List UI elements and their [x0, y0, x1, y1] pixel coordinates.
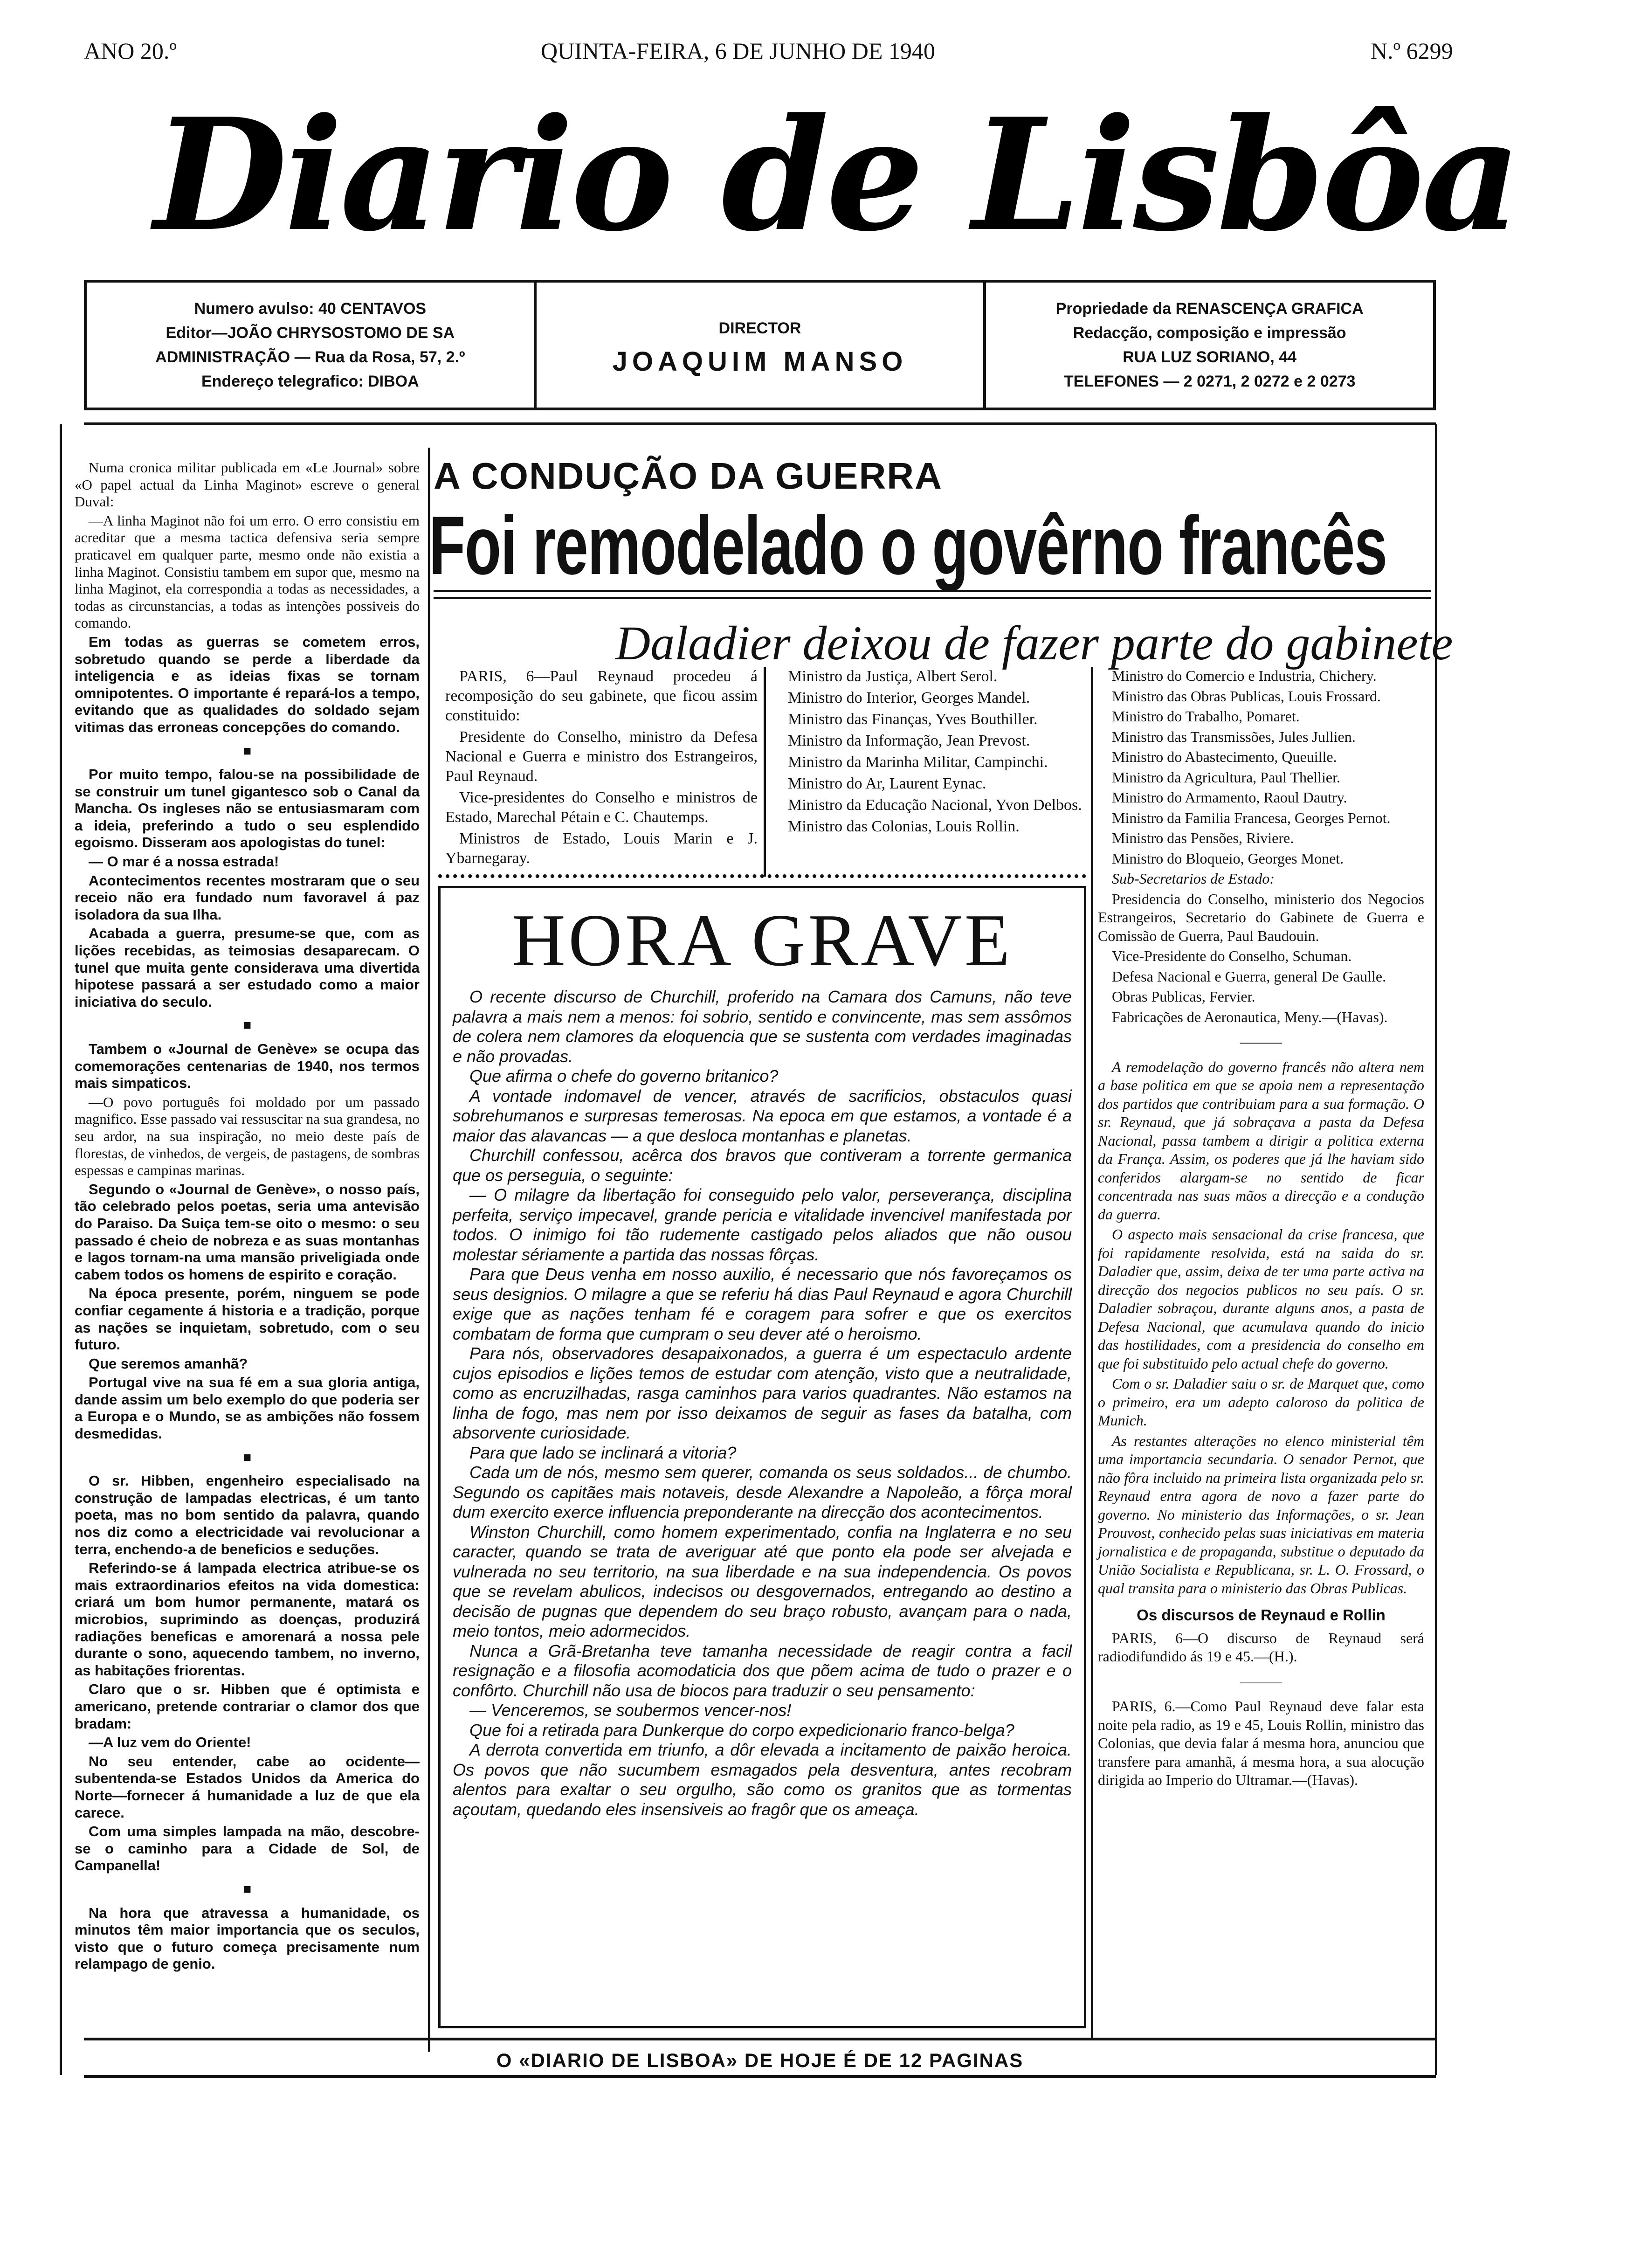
separator-ornament: ■	[242, 743, 252, 759]
minister-entry: Ministro das Colonias, Louis Rollin.	[788, 818, 1020, 835]
hora-grave-paragraph: Para que lado se inclinará a vitoria?	[469, 1443, 737, 1462]
short-rule: ———	[1240, 1034, 1282, 1050]
minister-entry: Ministro da Familia Francesa, Georges Pernot.	[1112, 809, 1391, 826]
hora-grave-paragraph: Que afirma o chefe do governo britanico?	[469, 1066, 779, 1086]
left-paragraph: Na época presente, porém, ninguem se pode confiar cegamente á historia e a tradição, porque as nações se inquietam, sobretudo, com o seu futuro.	[75, 1285, 420, 1353]
analysis-paragraph: A remodelação do governo francês não altera nem a base politica em que se apoia nem a representação dos partidos que contribuiam para a sua formação. O sr. Reynaud, que já sobraçava a pasta da Defesa Nacional, passa tambem a dirigir a politica externa da França. Assim, os poderes que já lhe haviam sido conferidos alargam-se no sentido de ficar concentrada nas suas mãos a direcção e a condução da guerra.	[1098, 1058, 1424, 1223]
hora-grave-box	[438, 886, 1086, 2028]
minister-entry: Vice-Presidente do Conselho, Schuman.	[1112, 947, 1352, 964]
left-paragraph: —A linha Maginot não foi um erro. O erro consistiu em acreditar que a mesma tactica defensiva seria sempre praticavel em qualquer parte, mesmo onde não existia a linha Maginot. Consistiu tambem em supor que, mesmo na linha Maginot, ela correspondia a todas as necessidades, a todas as circunstancias, a todas as intenções possiveis do comando.	[75, 512, 420, 631]
left-paragraph: No seu entender, cabe ao ocidente—subentenda-se Estados Unidos da America do Norte—fornecer á humanidade a luz de que ela carece.	[75, 1753, 420, 1821]
minister-entry: Ministro da Justiça, Albert Serol.	[788, 668, 998, 685]
subheadline: Daladier deixou de fazer parte do gabinete	[615, 616, 1453, 670]
minister-entry: Presidente do Conselho, ministro da Defesa Nacional e Guerra e ministro dos Estrangeiros, Paul Reynaud.	[445, 728, 758, 785]
discursos-paragraph: PARIS, 6.—Como Paul Reynaud deve falar esta noite pela radio, as 19 e 45, Louis Rollin, ministro das Colonias, que devia falar á mesma hora, anunciou que transfere para amanhã, á mesma hora, a sua alocução dirigida ao Imperio do Ultramar.—(Havas).	[1098, 1698, 1424, 1788]
minister-entry: Ministro do Abastecimento, Queuille.	[1112, 748, 1337, 765]
kicker: A CONDUÇÃO DA GUERRA	[434, 455, 943, 497]
hora-grave-paragraph: Para nós, observadores desapaixonados, a guerra é um espectaculo ardente cujos episodios e lições temos de estudar com atenção, visto que a neutralidade, como as encruzilhadas, rasga caminhos para varios quadrantes. Não estamos na linha de fogo, mas nem por isso deixamos de seguir as fases da batalha, com absorvente curiosidade.	[453, 1344, 1072, 1442]
info-phones: TELEFONES — 2 0271, 2 0272 e 2 0273	[1063, 373, 1356, 390]
hora-grave-paragraph: Cada um de nós, mesmo sem querer, comanda os seus soldados... de chumbo. Segundo os capitães mais notaveis, desde Alexandre a Napoleão, a fôrça moral dum exercito exerce influencia preponderante na direcção dos acontecimentos.	[453, 1463, 1072, 1521]
headline-rule	[434, 590, 1431, 592]
separator-ornament: ■	[242, 1881, 252, 1897]
bottom-divider	[84, 2038, 1436, 2040]
minister-entry: Ministro do Bloqueio, Georges Monet.	[1112, 850, 1344, 867]
left-paragraph: Acabada a guerra, presume-se que, com as lições recebidas, as teimosias desaparecam. O tunel que muita gente considerava uma divertida hipotese passará a ser estudado como a maior iniciativa do seculo.	[75, 925, 420, 1010]
left-paragraph: — O mar é a nossa estrada!	[89, 853, 279, 870]
separator-ornament: ■	[242, 1017, 252, 1033]
left-paragraph: —A luz vem do Oriente!	[89, 1734, 251, 1751]
analysis-paragraph: O aspecto mais sensacional da crise francesa, que foi rapidamente resolvida, está na saida do sr. Daladier que, assim, deixa de ter uma parte activa na direcção dos negocios publicos no seu país. O sr. Daladier sobraçou, durante alguns anos, a pasta de Defesa Nacional, que acumulava quando do inicio das hostilidades, com a presidencia do conselho em que foi substituido pelo actual chefe do governo.	[1098, 1226, 1424, 1372]
analysis-paragraph: Com o sr. Daladier saiu o sr. de Marquet que, como o primeiro, era um adepto caloroso da politica de Munich.	[1098, 1375, 1424, 1429]
left-paragraph: Segundo o «Journal de Genève», o nosso país, tão celebrado pelos poetas, seria uma antevisão do Paraiso. Da Suiça tem-se oito o mesmo: o seu passado é cheio de nobreza e as suas montanhas e lagos tornam-na uma mansão priveligiada onde cabem todos os homens de espirito e coração.	[75, 1181, 420, 1283]
minister-entry: Ministro do Armamento, Raoul Dautry.	[1112, 789, 1347, 806]
left-paragraph: Numa cronica militar publicada em «Le Journal» sobre «O papel actual da Linha Maginot» escreve o general Duval:	[75, 459, 420, 510]
short-rule: ———	[1240, 1673, 1282, 1689]
left-paragraph: Tambem o «Journal de Genève» se ocupa das comemorações centenarias de 1940, nos termos mais simpaticos.	[75, 1041, 420, 1092]
column-rule	[428, 448, 430, 2052]
minister-entry: Ministro da Marinha Militar, Campinchi.	[788, 754, 1048, 771]
minister-entry: Ministro do Comercio e Industria, Chichery.	[1112, 667, 1377, 684]
left-paragraph: Na hora que atravessa a humanidade, os minutos têm maior importancia que os seculos, visto que o futuro começa precisamente num relampago de genio.	[75, 1904, 420, 1972]
year-label: ANO 20.º	[84, 38, 177, 64]
discursos-heading: Os discursos de Reynaud e Rollin	[1137, 1606, 1386, 1624]
hora-grave-paragraph: Winston Churchill, como homem experimentado, confia na Inglaterra e no seu caracter, quando se trata de averiguar até que ponto ela pode ser alvejada e vulnerada no seu territorio, na sua liberdade e na sua independencia. Os povos que se revelam abulicos, indecisos ou desgovernados, entregando ao destino a decisão de pugnas que dependem do seu braço robusto, avançam para o nada, meio tontos, meio adormecidos.	[453, 1522, 1072, 1640]
hora-grave-paragraph: — O milagre da libertação foi conseguido pelo valor, perseverança, disciplina perfeita, serviço impecavel, grande pericia e vitalidade invencivel manifestada por todos. O inimigo foi tão rudemente castigado pelos aliados que não ousou molestar sériamente a partida das nossas fôrças.	[453, 1185, 1072, 1264]
info-address: RUA LUZ SORIANO, 44	[1123, 348, 1297, 366]
left-paragraph: Com uma simples lampada na mão, descobre-se o caminho para a Cidade de Sol, de Campanella!	[75, 1823, 420, 1874]
hora-grave-paragraph: Churchill confessou, acêrca dos bravos que contiveram a torrente germanica que os perseguia, o seguinte:	[453, 1146, 1072, 1185]
director-label: DIRECTOR	[718, 319, 801, 337]
ministers-column-2	[774, 667, 1084, 838]
ministers-column-1	[445, 667, 758, 870]
minister-entry: Ministros de Estado, Louis Marin e J. Ybarnegaray.	[445, 830, 758, 867]
minister-entry: Ministro das Transmissões, Jules Jullien.	[1112, 728, 1356, 745]
ministers-column-3	[1098, 667, 1424, 1791]
minister-entry: Fabricações de Aeronautica, Meny.—(Havas).	[1112, 1008, 1388, 1025]
main-headline: Foi remodelado o govêrno francês	[429, 499, 1387, 592]
masthead-title: Diario de Lisbôa	[154, 84, 1519, 265]
info-telegraph: Endereço telegrafico: DIBOA	[201, 373, 419, 390]
minister-entry: Presidencia do Conselho, ministerio dos Negocios Estrangeiros, Secretario do Gabinete de Guerra e Comissão de Guerra, Paul Baudouin.	[1098, 890, 1424, 944]
info-owner: Propriedade da RENASCENÇA GRAFICA	[1055, 300, 1364, 318]
ornamental-rule	[438, 874, 1086, 878]
minister-entry: Vice-presidentes do Conselho e ministros de Estado, Marechal Pétain e C. Chautemps.	[445, 789, 758, 826]
info-box	[84, 280, 1436, 410]
left-paragraph: Em todas as guerras se cometem erros, sobretudo quando se perde a liberdade da inteligencia e as ideias fixas se tornam omnipotentes. O importante é repará-los a tempo, evitando que as qualidades do soldado sejam vitimas das erroneas concepções do comando.	[75, 633, 420, 735]
minister-entry: Ministro das Finanças, Yves Bouthiller.	[788, 711, 1038, 728]
minister-entry: Obras Publicas, Fervier.	[1112, 988, 1255, 1005]
info-price: Numero avulso: 40 CENTAVOS	[194, 300, 427, 318]
info-left	[87, 283, 534, 408]
minister-entry: Defesa Nacional e Guerra, general De Gaulle.	[1112, 968, 1386, 985]
minister-entry: PARIS, 6—Paul Reynaud procedeu á recomposição do seu gabinete, que ficou assim constituido:	[445, 668, 758, 724]
issue-number: N.º 6299	[1371, 38, 1453, 64]
frame-left-rule	[60, 424, 62, 2075]
director-name: JOAQUIM MANSO	[612, 346, 908, 377]
left-paragraph: Por muito tempo, falou-se na possibilidade de se construir um tunel gigantesco sob o Canal da Mancha. Os ingleses não se entusiasmaram com a ideia, preferindo a tudo o seu esplendido egoismo. Disseram aos apologistas do tunel:	[75, 766, 420, 851]
headline-rule	[434, 597, 1431, 599]
footer-note: O «DIARIO DE LISBOA» DE HOJE É DE 12 PAGINAS	[496, 2049, 1024, 2071]
frame-right-rule	[1435, 424, 1437, 2075]
info-right	[986, 283, 1433, 408]
minister-entry: Ministro da Informação, Jean Prevost.	[788, 732, 1030, 749]
left-paragraph: Acontecimentos recentes mostraram que o seu receio não era fundado num favoravel á paz isoladora da sua Ilha.	[75, 872, 420, 923]
info-editor: Editor—JOÃO CHRYSOSTOMO DE SA	[165, 324, 455, 342]
hora-grave-paragraph: O recente discurso de Churchill, proferido na Camara dos Camuns, não teve palavra a mais nem a menos: foi sobrio, sentido e convincente, mas sem assômos de colera nem clamores da eloquencia que se sustenta com verdades imaginadas e não provadas.	[453, 987, 1072, 1066]
subsecretaries-heading: Sub-Secretarios de Estado:	[1112, 870, 1275, 887]
minister-entry: Ministro do Interior, Georges Mandel.	[788, 689, 1030, 706]
minister-entry: Ministro das Obras Publicas, Louis Frossard.	[1112, 687, 1381, 705]
left-paragraph: Referindo-se á lampada electrica atribue-se os mais extraordinarios efeitos na vida domestica: criará um bom humor permanente, matará os microbios, suprimindo as doenças, produzirá radiações beneficas e amorenará a nossa pele durante o sono, aquecendo tambem, no inverno, as habitações friorentas.	[75, 1560, 420, 1679]
hora-grave-paragraph: — Venceremos, se soubermos vencer-nos!	[469, 1701, 792, 1720]
minister-entry: Ministro das Pensões, Riviere.	[1112, 830, 1294, 846]
left-paragraph: —O povo português foi moldado por um passado magnifico. Esse passado vai ressuscitar na sua grandesa, no seu ardor, na sua inspiração, no meio deste país de florestas, de vinhedos, de vergeis, de pastagens, de sombras espessas e campinas marinas.	[75, 1093, 420, 1179]
minister-entry: Ministro da Agricultura, Paul Thellier.	[1112, 768, 1340, 786]
date-line: QUINTA-FEIRA, 6 DE JUNHO DE 1940	[541, 38, 935, 64]
minister-entry: Ministro do Trabalho, Pomaret.	[1112, 708, 1300, 725]
hora-grave-paragraph: A vontade indomavel de vencer, através de sacrificios, obstaculos quasi sobrehumanos e surpresas temerosas. Na epoca em que estamos, a vontade é a maior das alavancas — a que desloca montanhas e planetas.	[453, 1086, 1072, 1145]
hora-grave-paragraph: A derrota convertida em triunfo, a dôr elevada a incitamento de paixão heroica. Os povos que não sucumbem esmagados pela desventura, antes recobram alentos para exaltar o seu orgulho, são como os granitos que as tormentas açoutam, quedando eles insensiveis ao fragôr que os ameaça.	[453, 1740, 1072, 1819]
bottom-frame	[84, 2075, 1436, 2078]
info-production: Redacção, composição e impressão	[1073, 324, 1346, 342]
hora-grave-paragraph: Para que Deus venha em nosso auxilio, é necessario que nós favoreçamos os seus designios. O milagre a que se referiu há dias Paul Reynaud e agora Churchill exige que as nações tenham fé e coragem para sofrer e que os exercitos combatam de forma que cumpram o seu dever até o heroismo.	[453, 1265, 1072, 1343]
left-paragraph: Portugal vive na sua fé em a sua gloria antiga, dande assim um belo exemplo do que poderia ser a Europa e o Mundo, se as ambições não fossem desmedidas.	[75, 1374, 420, 1442]
info-admin: ADMINISTRAÇÃO — Rua da Rosa, 57, 2.º	[155, 348, 465, 366]
left-paragraph: Que seremos amanhã?	[89, 1355, 248, 1372]
left-column	[75, 459, 420, 1975]
hora-grave-text	[453, 987, 1072, 1819]
column-rule	[1091, 667, 1093, 2038]
analysis-paragraph: As restantes alterações no elenco ministerial têm uma importancia secundaria. O senador Pernot, que não fôra incluido na primeira lista organizada pelo sr. Reynaud entra agora de novo a fazer parte do governo. No ministerio das Informações, o sr. Jean Prouvost, conhecido pelas suas iniciativas em materia jornalistica e de propaganda, substitue o deputado da União Socialista e Republicana, sr. L. O. Frossard, o qual transita para o ministerio das Obras Publicas.	[1098, 1432, 1424, 1597]
minister-entry: Ministro do Ar, Laurent Eynac.	[788, 775, 986, 792]
discursos-paragraph: PARIS, 6—O discurso de Reynaud será radiodifundido ás 19 e 45.—(H.).	[1098, 1629, 1424, 1665]
top-divider	[84, 422, 1436, 425]
info-director	[534, 283, 986, 408]
left-paragraph: Claro que o sr. Hibben que é optimista e americano, pretende contrariar o clamor dos que bradam:	[75, 1681, 420, 1732]
hora-grave-title: HORA GRAVE	[511, 899, 1013, 982]
separator-ornament: ■	[242, 1449, 252, 1465]
hora-grave-paragraph: Que foi a retirada para Dunkerque do corpo expedicionario franco-belga?	[469, 1720, 1014, 1740]
minister-entry: Ministro da Educação Nacional, Yvon Delbos.	[788, 796, 1082, 814]
hora-grave-paragraph: Nunca a Grã-Bretanha teve tamanha necessidade de reagir contra a facil resignação e a filosofia acomodaticia dos que põem acima de tudo o prazer e o confôrto. Churchill não usa de biocos para traduzir o seu pensamento:	[453, 1641, 1072, 1700]
left-paragraph: O sr. Hibben, engenheiro especialisado na construção de lampadas electricas, é um tanto poeta, mas no bom sentido da palavra, quando nos diz como a electricidade vai revolucionar a terra, enchendo-a de beneficios e seduções.	[75, 1473, 420, 1557]
column-rule	[764, 667, 766, 877]
